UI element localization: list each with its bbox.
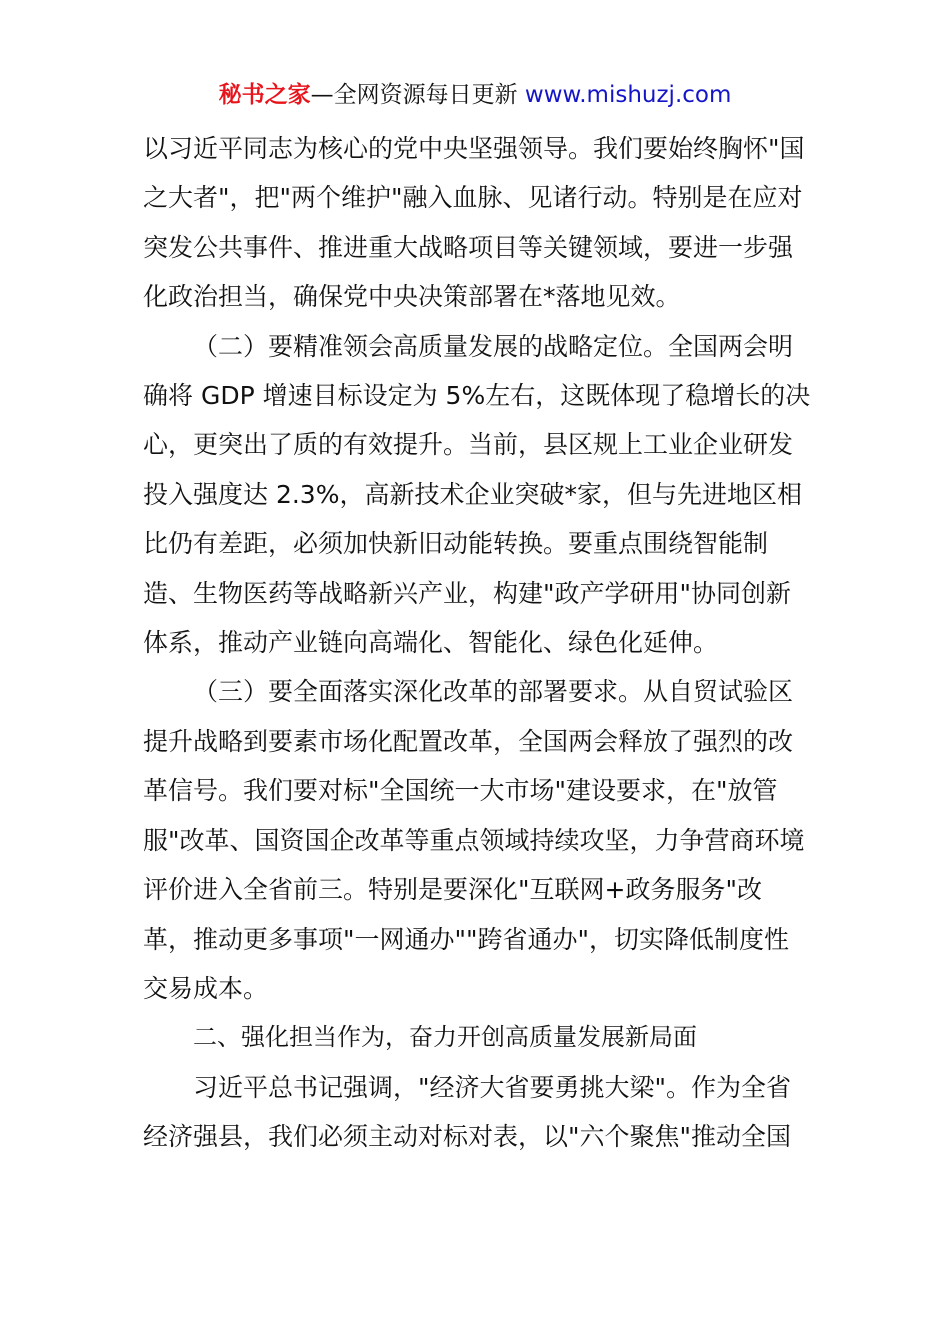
paragraph-intro: 习近平总书记强调，"经济大省要勇挑大梁"。作为全省经济强县，我们必须主动对标对表，以"六个聚焦"推动全国 [143, 1072, 792, 1152]
paragraph-section-3: （三）要全面落实深化改革的部署要求。从自贸试验区提升战略到要素市场化配置改革，全国两会释放了强烈的改革信号。我们要对标"全国统一大市场"建设要求，在"放管服"改革、国资国企改革等重点领域持续攻坚，力争营商环境评价进入全省前三。特别是要深化"互联网+政务服务"改革，推动更多事项"一网通办""跨省通办"，切实降低制度性交易成本。 [143, 677, 805, 1003]
site-tagline: —全网资源每日更新 [310, 82, 525, 108]
paragraph-section-2: （二）要精准领会高质量发展的战略定位。全国两会明确将 GDP 增速目标设定为 5%左右，这既体现了稳增长的决心，更突出了质的有效提升。当前，县区规上工业企业研发投入强度达 2.3%，高新技术企业突破*家，但与先进地区相比仍有差距，必须加快新旧动能转换。要重点围绕智能制造、生物医药等战略新兴产业，构建"政产学研用"协同创新体系，推动产业链向高端化、智能化、绿色化延伸。 [143, 331, 811, 658]
document-body [143, 124, 811, 1162]
site-header [0, 78, 950, 112]
site-brand: 秘书之家 [218, 82, 311, 108]
section-heading: 二、强化担当作为，奋力开创高质量发展新局面 [193, 1023, 697, 1052]
paragraph-continued: 以习近平同志为核心的党中央坚强领导。我们要始终胸怀"国之大者"，把"两个维护"融入血脉、见诸行动。特别是在应对突发公共事件、推进重大战略项目等关键领域，要进一步强化政治担当，确保党中央决策部署在*落地见效。 [143, 134, 805, 312]
site-url-link[interactable]: www.mishuzj.com [524, 82, 732, 108]
